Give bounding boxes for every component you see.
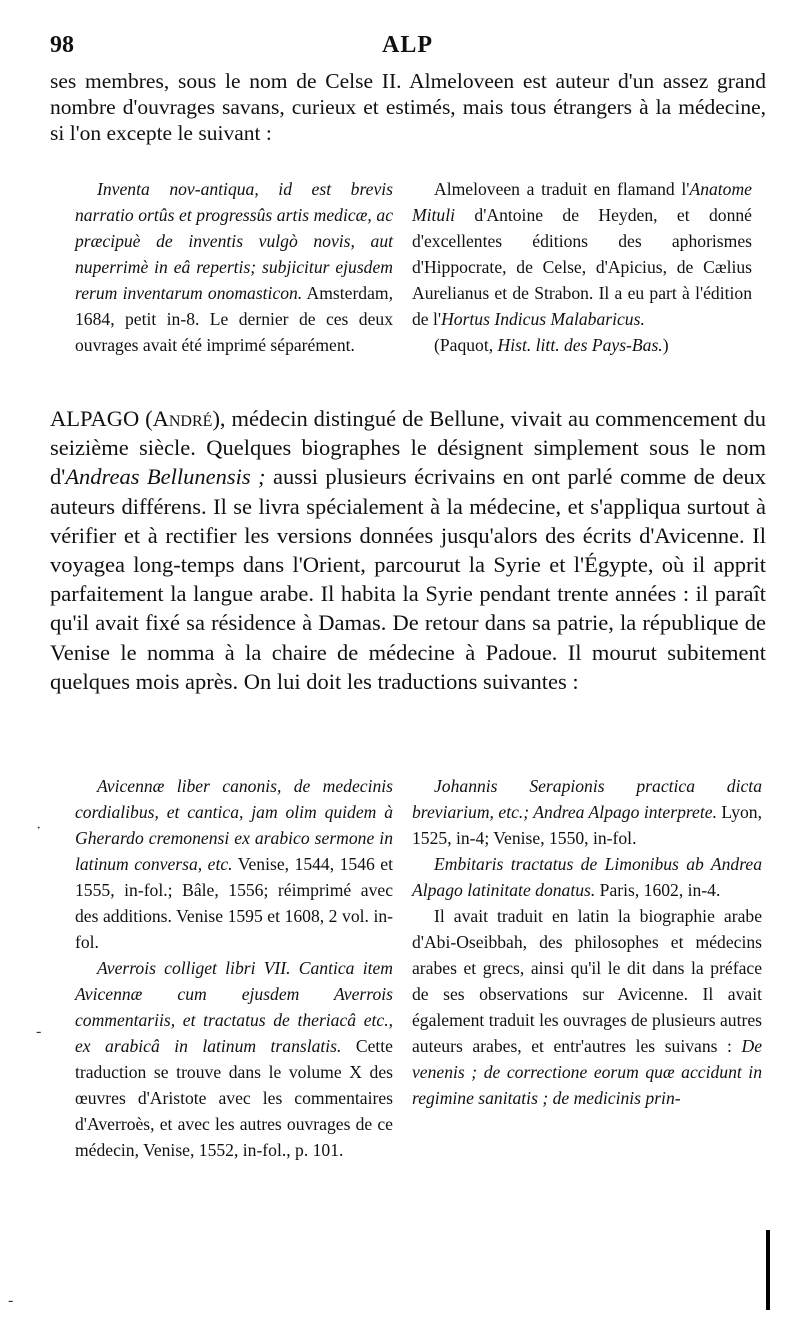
work-title: Inventa nov-antiqua, id est brevis narratio ortûs et progressûs artis medicæ, ac præcipuè de inventis vulgò novis, aut nuperrimè in eâ repertis; subjicitur ejusdem rerum inventarum onomasticon. bbox=[75, 179, 393, 303]
headword-firstname: André bbox=[152, 406, 213, 431]
alpago-article: ALPAGO (André), médecin distingué de Bellune, vivait au commencement du seizième siècle. Quelques biographes le désignent simplement sous le nom d'Andreas Bellunensis ; aussi plusieurs écrivains en ont parlé comme de deux auteurs différens. Il se livra spécialement à la médecine, et s'appliqua surtout à vérifier et à rectifier les versions données jusqu'alors des écrits d'Avicenne. Il voyagea long-temps dans l'Orient, parcourut la Syrie et l'Égypte, où il apprit parfaitement la langue arabe. Il habita la Syrie pendant trente années : il paraît qu'il avait fixé sa résidence à Damas. De retour dans sa patrie, la république de Venise le nomma à la chaire de médecine à Padoue. Il mourut subitement quelques mois après. On lui doit les traductions suivantes : bbox=[50, 406, 767, 694]
almeloveen-notes bbox=[412, 176, 752, 358]
translation-entry: Averrois colliget libri VII. Cantica item Avicennæ cum ejusdem Averrois commentariis, et tractatus de theriacâ etc., ex arabicâ in latinum translatis. Cette traduction se trouve dans le volume X des œuvres d'Aristote avec les commentaires d'Averroès, et avec les autres ouvrages de ce médecin, Venise, 1552, in-fol., p. 101. bbox=[75, 958, 393, 1160]
almeloveen-work-entry bbox=[75, 176, 393, 358]
scan-edge-shadow bbox=[766, 1230, 770, 1310]
page-header bbox=[50, 32, 765, 62]
source-reference: (Paquot, Hist. litt. des Pays-Bas.) bbox=[434, 335, 669, 355]
translations-left-column bbox=[75, 773, 393, 1163]
headword: ALPAGO bbox=[50, 406, 140, 431]
margin-dot: · bbox=[36, 820, 42, 837]
translation-entry: Johannis Serapionis practica dicta breviarium, etc.; Andrea Alpago interprete. Lyon, 1525, in-4; Venise, 1550, in-fol. bbox=[412, 776, 762, 848]
margin-dash: - bbox=[36, 1023, 42, 1040]
translation-entry: Embitaris tractatus de Limonibus ab Andrea Alpago latinitate donatus. Paris, 1602, in-4. bbox=[412, 854, 762, 900]
work-details: Amsterdam, 1684, petit in-8. Le dernier de ces deux ouvrages avait été imprimé séparément. bbox=[75, 283, 393, 355]
translation-note: Il avait traduit en latin la biographie arabe d'Abi-Oseibbah, des philosophes et médecins arabes et grecs, ainsi qu'il le dit dans la préface de ses observations sur Avicenne. Il avait également traduit les ouvrages de plusieurs autres auteurs arabes, et entr'autres les suivans : De venenis ; de correctione eorum quæ accidunt in regimine sanitatis ; de medicinis prin- bbox=[412, 906, 762, 1108]
running-head: ALP bbox=[382, 32, 433, 58]
intro-paragraph: ses membres, sous le nom de Celse II. Almeloveen est auteur d'un assez grand nombre d'ouvrages savans, curieux et estimés, mais tous étrangers à la médecine, si l'on excepte le suivant : bbox=[50, 69, 766, 145]
translation-entry: Avicennæ liber canonis, de medecinis cordialibus, et cantica, jam olim quidem à Gherardo cremonensi ex arabico sermone in latinum conversa, etc. Venise, 1544, 1546 et 1555, in-fol.; Bâle, 1556; réimprimé avec des additions. Venise 1595 et 1608, 2 vol. in-fol. bbox=[75, 776, 393, 952]
notes-paragraph: Almeloveen a traduit en flamand l'Anatome Mituli d'Antoine de Heyden, et donné d'excellentes éditions des aphorismes d'Hippocrate, de Celse, d'Apicius, de Cælius Aurelianus et de Strabon. Il a eu part à l'édition de l'Hortus Indicus Malabaricus. bbox=[412, 179, 752, 329]
margin-dash: - bbox=[8, 1292, 14, 1309]
translations-right-column bbox=[412, 773, 762, 1111]
page-number: 98 bbox=[50, 32, 74, 58]
